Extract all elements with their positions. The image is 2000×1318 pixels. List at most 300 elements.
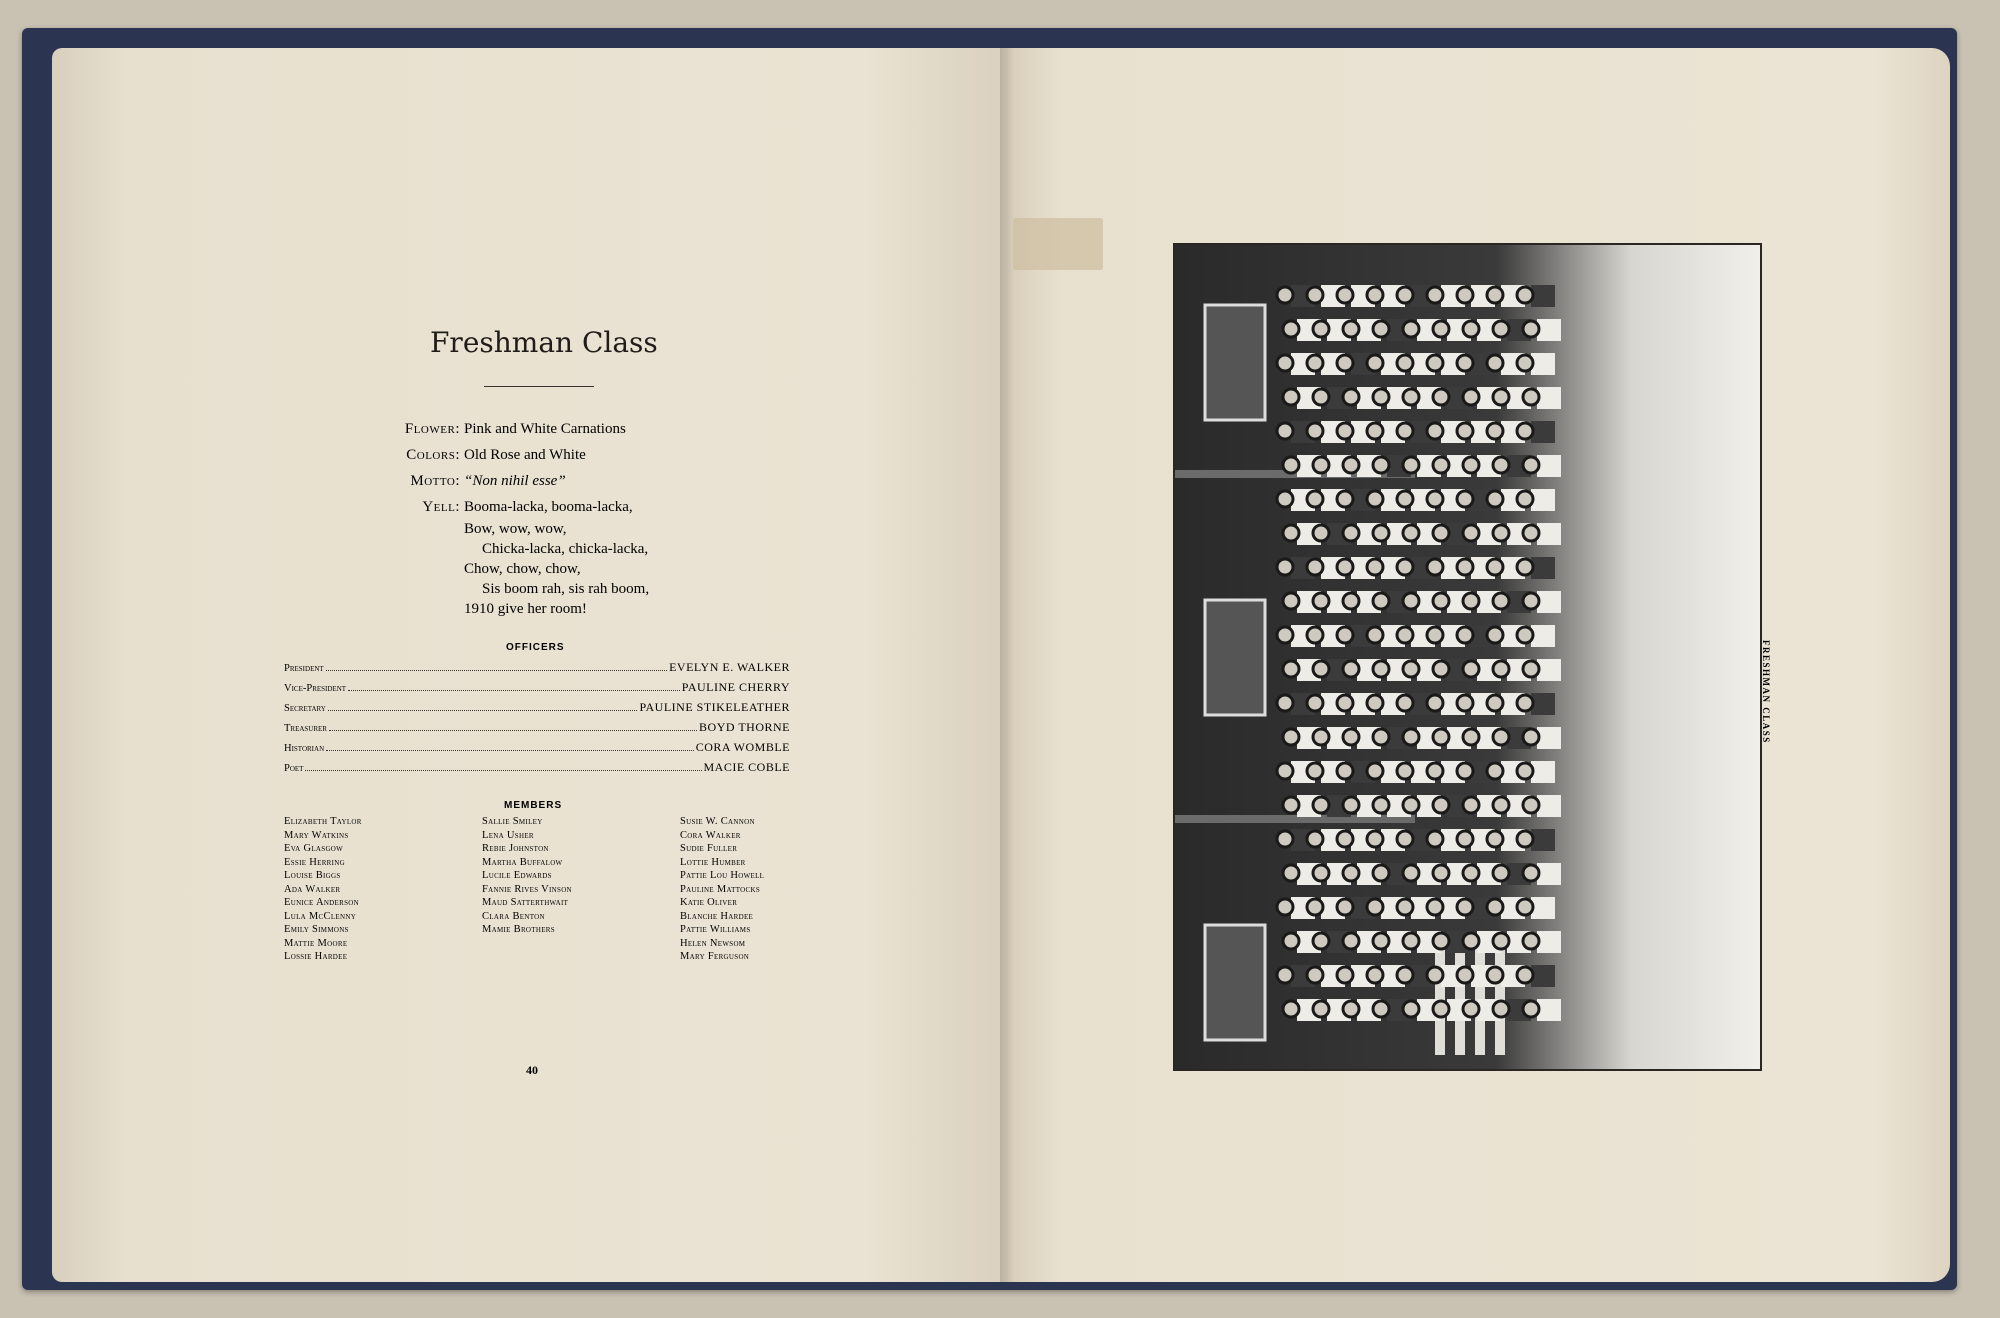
figure-head [1463, 1001, 1479, 1017]
figure-head [1493, 729, 1509, 745]
figure-head [1487, 627, 1503, 643]
figure-head [1337, 831, 1353, 847]
officers-list [284, 660, 790, 780]
officer-role: Historian [284, 743, 325, 754]
figure-head [1397, 695, 1413, 711]
figure-head [1403, 865, 1419, 881]
figure-head [1493, 865, 1509, 881]
figure-head [1487, 559, 1503, 575]
figure-head [1427, 763, 1443, 779]
member-name: Lucile Edwards [482, 870, 552, 881]
yell-lines [464, 519, 649, 619]
figure-head [1283, 865, 1299, 881]
figure-head [1523, 457, 1539, 473]
figure-head [1463, 865, 1479, 881]
officer-role: Poet [284, 763, 304, 774]
figure-head [1493, 457, 1509, 473]
figure-head [1397, 491, 1413, 507]
figure-head [1367, 423, 1383, 439]
figure-head [1367, 559, 1383, 575]
figure-head [1307, 967, 1323, 983]
member-name: Pattie Lou Howell [680, 870, 765, 881]
figure-head [1367, 695, 1383, 711]
figure-head [1427, 967, 1443, 983]
figure-head [1433, 1001, 1449, 1017]
member-name: Eva Glasgow [284, 843, 344, 854]
figure-head [1367, 355, 1383, 371]
figure-body [1537, 931, 1561, 953]
figure-head [1283, 593, 1299, 609]
figure-head [1373, 1001, 1389, 1017]
figure-head [1373, 865, 1389, 881]
attribute-value: “Non nihil esse” [464, 473, 566, 489]
officer-role: President [284, 663, 324, 674]
figure-head [1277, 831, 1293, 847]
figure-head [1523, 1001, 1539, 1017]
yell-line: Bow, wow, wow, [464, 521, 567, 537]
figure-head [1463, 593, 1479, 609]
figure-head [1427, 831, 1443, 847]
figure-body [1531, 557, 1555, 579]
figure-head [1517, 491, 1533, 507]
figure-head [1463, 321, 1479, 337]
figure-body [1537, 387, 1561, 409]
figure-head [1403, 389, 1419, 405]
figure-head [1517, 967, 1533, 983]
figure-head [1313, 661, 1329, 677]
figure-head [1373, 457, 1389, 473]
figure-head [1403, 661, 1419, 677]
figure-head [1277, 491, 1293, 507]
figure-head [1283, 933, 1299, 949]
figure-head [1493, 389, 1509, 405]
attribute-value: Booma-lacka, booma-lacka, [464, 499, 633, 515]
figure-head [1283, 389, 1299, 405]
figure-head [1283, 1001, 1299, 1017]
figure-head [1433, 797, 1449, 813]
officer-name: BOYD THORNE [699, 720, 790, 734]
attribute-value: Pink and White Carnations [464, 421, 626, 437]
figure-head [1397, 287, 1413, 303]
figure-head [1523, 797, 1539, 813]
figure-head [1397, 831, 1413, 847]
figure-head [1367, 831, 1383, 847]
figure-head [1283, 525, 1299, 541]
figure-head [1307, 559, 1323, 575]
figure-head [1427, 491, 1443, 507]
figure-head [1307, 899, 1323, 915]
figure-head [1283, 457, 1299, 473]
attribute-flower [320, 421, 720, 438]
figure-head [1283, 321, 1299, 337]
photo-illustration [1175, 245, 1760, 1069]
figure-body [1531, 965, 1555, 987]
figure-head [1457, 287, 1473, 303]
figure-body [1537, 319, 1561, 341]
member-name: Sudie Fuller [680, 843, 738, 854]
figure-head [1457, 763, 1473, 779]
member-name: Elizabeth Taylor [284, 816, 362, 827]
figure-head [1283, 797, 1299, 813]
figure-head [1367, 967, 1383, 983]
member-name: Lena Usher [482, 829, 534, 841]
figure-head [1367, 287, 1383, 303]
figure-head [1517, 899, 1533, 915]
figure-head [1337, 559, 1353, 575]
attribute-label: Yell: [422, 499, 460, 515]
member-name: Rebie Johnston [482, 843, 549, 854]
leader-dots [326, 670, 667, 671]
figure-head [1487, 287, 1503, 303]
figure-head [1487, 899, 1503, 915]
figure-body [1531, 285, 1555, 307]
figure-head [1487, 695, 1503, 711]
figure-head [1433, 457, 1449, 473]
photo-caption: FRESHMAN CLASS [1761, 640, 1771, 744]
figure-head [1307, 763, 1323, 779]
figure-head [1487, 355, 1503, 371]
figure-head [1427, 287, 1443, 303]
figure-head [1487, 423, 1503, 439]
officers-heading: OFFICERS [506, 642, 565, 653]
figure-head [1277, 423, 1293, 439]
yell-line: Sis boom rah, sis rah boom, [482, 581, 650, 597]
figure-head [1307, 355, 1323, 371]
officer-name: CORA WOMBLE [695, 740, 790, 754]
attribute-motto [320, 473, 720, 490]
figure-head [1373, 729, 1389, 745]
member-name: Blanche Hardee [680, 910, 754, 922]
figure-head [1373, 389, 1389, 405]
figure-body [1531, 693, 1555, 715]
figure-head [1277, 355, 1293, 371]
tape-stain [1013, 218, 1103, 270]
figure-head [1493, 321, 1509, 337]
figure-head [1307, 423, 1323, 439]
figure-head [1517, 831, 1533, 847]
figure-head [1523, 933, 1539, 949]
figure-head [1487, 491, 1503, 507]
figure-head [1367, 491, 1383, 507]
figure-head [1433, 389, 1449, 405]
officer-role: Treasurer [284, 723, 327, 734]
attribute-label: Colors: [406, 447, 460, 463]
page-number: 40 [526, 1063, 538, 1077]
figure-head [1457, 967, 1473, 983]
member-name: Pauline Mattocks [680, 883, 761, 895]
members-heading: MEMBERS [504, 800, 563, 811]
figure-head [1367, 627, 1383, 643]
member-name: Lula McClenny [284, 910, 357, 922]
figure-head [1517, 423, 1533, 439]
figure-head [1517, 559, 1533, 575]
figure-head [1517, 763, 1533, 779]
figure-head [1373, 933, 1389, 949]
figure-head [1463, 525, 1479, 541]
figure-head [1523, 729, 1539, 745]
figure-head [1433, 933, 1449, 949]
figure-head [1337, 763, 1353, 779]
figure-head [1427, 355, 1443, 371]
figure-head [1337, 355, 1353, 371]
figure-body [1537, 455, 1561, 477]
member-name: Sallie Smiley [482, 816, 543, 827]
member-name: Helen Newsom [680, 937, 746, 949]
figure-body [1537, 727, 1561, 749]
member-name: Ada Walker [284, 883, 341, 895]
figure-head [1427, 423, 1443, 439]
attribute-label: Motto: [410, 473, 460, 489]
figure-head [1313, 933, 1329, 949]
figure-head [1403, 797, 1419, 813]
figure-head [1277, 899, 1293, 915]
figure-head [1307, 287, 1323, 303]
attribute-value: Old Rose and White [464, 447, 586, 463]
officer-name: EVELYN E. WALKER [669, 660, 790, 674]
member-name: Fannie Rives Vinson [482, 883, 572, 895]
figure-head [1343, 933, 1359, 949]
members-list [284, 815, 878, 964]
figure-head [1403, 593, 1419, 609]
figure-head [1433, 593, 1449, 609]
figure-head [1403, 729, 1419, 745]
figure-head [1493, 525, 1509, 541]
figure-head [1397, 627, 1413, 643]
officer-row [284, 680, 790, 700]
figure-head [1307, 491, 1323, 507]
figure-head [1283, 661, 1299, 677]
figure-body [1531, 625, 1555, 647]
figure-head [1313, 389, 1329, 405]
figure-head [1343, 865, 1359, 881]
figure-head [1487, 967, 1503, 983]
figure-head [1397, 967, 1413, 983]
figure-head [1397, 559, 1413, 575]
officer-row [284, 660, 790, 680]
member-name: Lossie Hardee [284, 951, 348, 962]
figure-body [1537, 795, 1561, 817]
figure-head [1313, 593, 1329, 609]
figure-head [1433, 525, 1449, 541]
figure-head [1367, 763, 1383, 779]
officer-row [284, 700, 790, 720]
figure-head [1403, 1001, 1419, 1017]
figure-head [1397, 423, 1413, 439]
figure-head [1277, 287, 1293, 303]
figure-body [1531, 829, 1555, 851]
figure-head [1457, 423, 1473, 439]
figure-head [1427, 899, 1443, 915]
officer-row [284, 740, 790, 760]
figure-head [1427, 695, 1443, 711]
figure-head [1403, 321, 1419, 337]
figure-body [1537, 659, 1561, 681]
figure-head [1463, 729, 1479, 745]
figure-head [1397, 355, 1413, 371]
figure-head [1493, 1001, 1509, 1017]
figure-head [1523, 525, 1539, 541]
figure-head [1517, 355, 1533, 371]
officer-name: PAULINE STIKELEATHER [639, 700, 790, 714]
figure-body [1531, 489, 1555, 511]
figure-head [1493, 933, 1509, 949]
figure-head [1283, 729, 1299, 745]
figure-head [1343, 1001, 1359, 1017]
member-name: Emily Simmons [284, 924, 349, 935]
figure-head [1523, 661, 1539, 677]
figure-head [1277, 559, 1293, 575]
figure-body [1531, 421, 1555, 443]
officer-name: MACIE COBLE [703, 760, 790, 774]
figure-head [1427, 627, 1443, 643]
members-column-2 [482, 815, 680, 964]
figure-head [1343, 321, 1359, 337]
group-photo-icon [1173, 243, 1762, 1071]
yell-line: Chow, chow, chow, [464, 561, 581, 577]
figure-head [1523, 389, 1539, 405]
figure-head [1307, 695, 1323, 711]
figure-head [1493, 593, 1509, 609]
officer-role: Vice-President [284, 683, 347, 694]
members-column-3 [680, 815, 878, 964]
figure-head [1277, 763, 1293, 779]
figure-head [1427, 559, 1443, 575]
member-name: Katie Oliver [680, 897, 738, 908]
member-name: Pattie Williams [680, 924, 751, 935]
figure-head [1277, 967, 1293, 983]
figure-head [1517, 627, 1533, 643]
yell-line: Chicka-lacka, chicka-lacka, [482, 541, 649, 557]
figure-head [1343, 593, 1359, 609]
yell-line: 1910 give her room! [464, 601, 587, 617]
figure-head [1343, 457, 1359, 473]
figure-head [1337, 627, 1353, 643]
figure-head [1463, 933, 1479, 949]
figure-head [1487, 763, 1503, 779]
figure-head [1457, 899, 1473, 915]
figure-head [1403, 525, 1419, 541]
figure-head [1373, 321, 1389, 337]
figure-head [1463, 457, 1479, 473]
title-rule [484, 386, 594, 387]
figure-head [1523, 593, 1539, 609]
member-name: Louise Biggs [284, 870, 341, 881]
figure-head [1277, 695, 1293, 711]
figure-head [1457, 831, 1473, 847]
figure-body [1531, 353, 1555, 375]
figure-body [1531, 761, 1555, 783]
leader-dots [329, 730, 697, 731]
member-name: Mary Watkins [284, 829, 349, 841]
figure-head [1313, 729, 1329, 745]
member-name: Lottie Humber [680, 856, 746, 868]
member-name: Mary Ferguson [680, 951, 750, 962]
figure-head [1493, 661, 1509, 677]
figure-head [1337, 287, 1353, 303]
figure-head [1403, 457, 1419, 473]
member-name: Martha Buffalow [482, 856, 563, 868]
figure-head [1313, 865, 1329, 881]
officer-row [284, 760, 790, 780]
figure-head [1313, 321, 1329, 337]
figure-head [1433, 865, 1449, 881]
figure-head [1307, 627, 1323, 643]
leader-dots [305, 770, 701, 771]
figure-head [1337, 899, 1353, 915]
figure-head [1523, 321, 1539, 337]
figure-head [1457, 695, 1473, 711]
figure-head [1457, 627, 1473, 643]
figure-head [1373, 593, 1389, 609]
figure-head [1343, 661, 1359, 677]
figure-head [1397, 763, 1413, 779]
page-title: Freshman Class [430, 326, 658, 359]
figure-head [1517, 287, 1533, 303]
figure-head [1343, 525, 1359, 541]
attribute-colors [320, 447, 720, 464]
figure-head [1313, 1001, 1329, 1017]
figure-body [1537, 591, 1561, 613]
attribute-label: Flower: [404, 421, 460, 437]
figure-head [1373, 661, 1389, 677]
figure-head [1463, 389, 1479, 405]
figure-head [1313, 525, 1329, 541]
figure-head [1343, 797, 1359, 813]
figure-head [1403, 933, 1419, 949]
leader-dots [348, 690, 680, 691]
officer-name: PAULINE CHERRY [681, 680, 790, 694]
figure-head [1523, 865, 1539, 881]
member-name: Maud Satterthwait [482, 897, 569, 908]
figure-head [1337, 491, 1353, 507]
figure-head [1517, 695, 1533, 711]
spine-shadow [1000, 48, 1014, 1282]
member-name: Clara Benton [482, 910, 545, 922]
member-name: Mamie Brothers [482, 924, 555, 935]
member-name: Cora Walker [680, 829, 741, 841]
figure-head [1463, 661, 1479, 677]
figure-body [1537, 999, 1561, 1021]
figure-head [1457, 559, 1473, 575]
officer-role: Secretary [284, 703, 326, 714]
figure-head [1373, 525, 1389, 541]
figure-head [1307, 831, 1323, 847]
figure-head [1337, 967, 1353, 983]
leader-dots [328, 710, 638, 711]
figure-head [1397, 899, 1413, 915]
figure-head [1337, 423, 1353, 439]
figure-head [1373, 797, 1389, 813]
figure-head [1337, 695, 1353, 711]
figure-head [1313, 457, 1329, 473]
attribute-yell [320, 499, 720, 516]
officer-row [284, 720, 790, 740]
member-name: Essie Herring [284, 856, 345, 868]
member-name: Mattie Moore [284, 937, 348, 949]
figure-head [1433, 661, 1449, 677]
figure-head [1343, 389, 1359, 405]
figure-head [1277, 627, 1293, 643]
figure-head [1457, 355, 1473, 371]
figure-head [1433, 729, 1449, 745]
member-name: Eunice Anderson [284, 897, 359, 908]
figure-body [1537, 523, 1561, 545]
figure-head [1463, 797, 1479, 813]
member-name: Susie W. Cannon [680, 816, 755, 827]
figure-head [1493, 797, 1509, 813]
figure-body [1531, 897, 1555, 919]
members-column-1 [284, 815, 482, 964]
